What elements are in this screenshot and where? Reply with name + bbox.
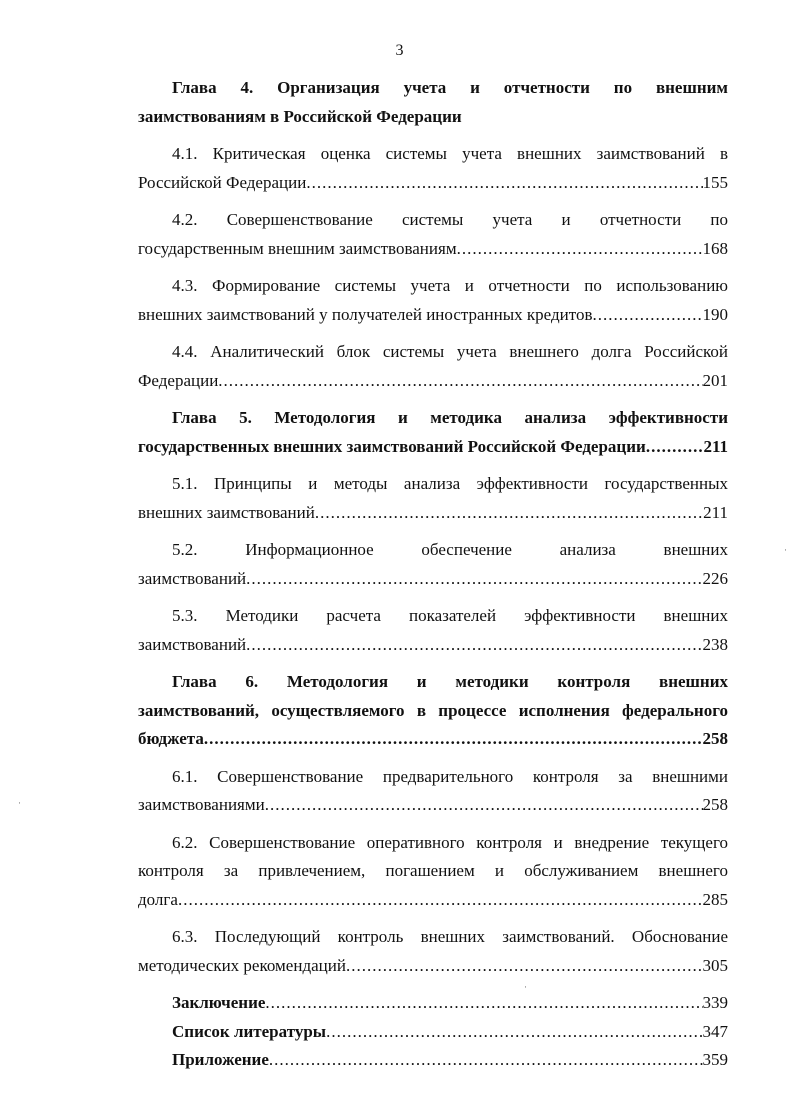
leader-dots (326, 1018, 702, 1047)
toc-chapter-4 (138, 74, 728, 131)
page-ref: 211 (703, 436, 728, 456)
toc-line: контроля за привлечением, погашением и обслуживанием внешнего (138, 861, 728, 880)
leader-dots (592, 301, 702, 330)
page-ref: 238 (702, 634, 728, 654)
toc-line: заимствованиями (138, 795, 265, 814)
toc-line: государственным внешним заимствованиям (138, 238, 457, 258)
toc-line: бюджета (138, 729, 204, 748)
page-ref: 359 (702, 1050, 728, 1069)
toc-line: 6.2. Совершенствование оперативного контроля и внедрение текущего (172, 832, 728, 852)
toc-line: государственных внешних заимствований Российской Федерации (138, 436, 646, 456)
toc-line: Глава 6. Методология и методики контроля внешних (172, 672, 728, 691)
page-ref: 226 (702, 568, 728, 588)
leader-dots (204, 725, 703, 754)
toc-line: Федерации (138, 370, 219, 390)
page-ref: 201 (702, 370, 728, 390)
page-ref: 258 (702, 795, 728, 814)
toc-line: 5.3. Методики расчета показателей эффективности внешних (172, 606, 728, 625)
page-number: 3 (395, 42, 404, 59)
page-ref: 211 (703, 502, 728, 522)
page-ref: 155 (702, 172, 728, 192)
toc-line: методических рекомендаций (138, 955, 346, 975)
scan-speck: · (524, 982, 527, 992)
toc-section-4-1 (138, 140, 728, 197)
toc-section-6-2 (138, 829, 728, 915)
leader-dots (246, 565, 702, 594)
toc-section-5-1 (138, 470, 728, 527)
toc-chapter-6 (138, 668, 728, 754)
page-ref: 190 (702, 304, 728, 324)
page-ref: 339 (702, 993, 728, 1012)
toc-section-6-3 (138, 923, 728, 980)
leader-dots (178, 886, 703, 915)
toc-section-5-2 (138, 536, 728, 593)
leader-dots (346, 952, 703, 981)
leader-dots (457, 235, 703, 264)
leader-dots (265, 791, 703, 820)
toc-line: 6.3. Последующий контроль внешних заимствований. Обоснование (172, 927, 728, 946)
leader-dots (315, 499, 703, 528)
toc-bibliography (138, 1018, 728, 1047)
scan-speck: · (18, 798, 21, 808)
toc-chapter-5 (138, 404, 728, 461)
toc-line: Глава 5. Методология и методика анализа эффективности (172, 408, 728, 427)
toc-line: Российской Федерации (138, 172, 307, 192)
leader-dots (218, 367, 702, 396)
toc-line: заимствований (138, 634, 247, 654)
toc-line: Заключение (172, 993, 266, 1012)
page-ref: 305 (702, 955, 728, 975)
leader-dots (646, 433, 704, 462)
leader-dots (246, 631, 702, 660)
toc-line: 5.1. Принципы и методы анализа эффективности государственных (172, 474, 728, 493)
toc-section-4-3 (138, 272, 728, 329)
page-ref: 347 (702, 1021, 728, 1041)
toc-appendix (138, 1046, 728, 1075)
scan-speck: · (784, 545, 787, 555)
leader-dots (265, 989, 702, 1018)
toc-line: заимствований (138, 568, 247, 588)
toc-conclusion (138, 989, 728, 1018)
leader-dots (269, 1046, 703, 1075)
page-ref: 168 (702, 238, 728, 258)
toc-line: 4.4. Аналитический блок системы учета внешнего долга Российской (172, 342, 728, 361)
table-of-contents (138, 74, 728, 1075)
toc-line: заимствований, осуществляемого в процессе исполнения федерального (138, 700, 728, 720)
toc-line: 4.2. Совершенствование системы учета и отчетности по (172, 210, 728, 229)
toc-section-6-1 (138, 763, 728, 820)
toc-line: Глава 4. Организация учета и отчетности по внешним (172, 78, 728, 97)
toc-line: Приложение (172, 1050, 269, 1069)
toc-line: внешних заимствований (138, 502, 315, 522)
leader-dots (306, 169, 702, 198)
page-ref: 285 (702, 889, 728, 909)
toc-line: Список литературы (172, 1021, 327, 1041)
toc-line: 5.2. Информационное обеспечение анализа внешних (172, 540, 728, 559)
toc-line: заимствованиям в Российской Федерации (138, 106, 462, 126)
toc-line: 4.1. Критическая оценка системы учета внешних заимствований в (172, 144, 728, 163)
toc-line: долга (138, 889, 178, 909)
toc-section-4-4 (138, 338, 728, 395)
toc-section-5-3 (138, 602, 728, 659)
toc-line: 4.3. Формирование системы учета и отчетности по использованию (172, 276, 728, 295)
toc-line: внешних заимствований у получателей иностранных кредитов (138, 304, 593, 324)
page-ref: 258 (702, 729, 728, 748)
toc-line: 6.1. Совершенствование предварительного контроля за внешними (172, 766, 728, 786)
toc-section-4-2 (138, 206, 728, 263)
